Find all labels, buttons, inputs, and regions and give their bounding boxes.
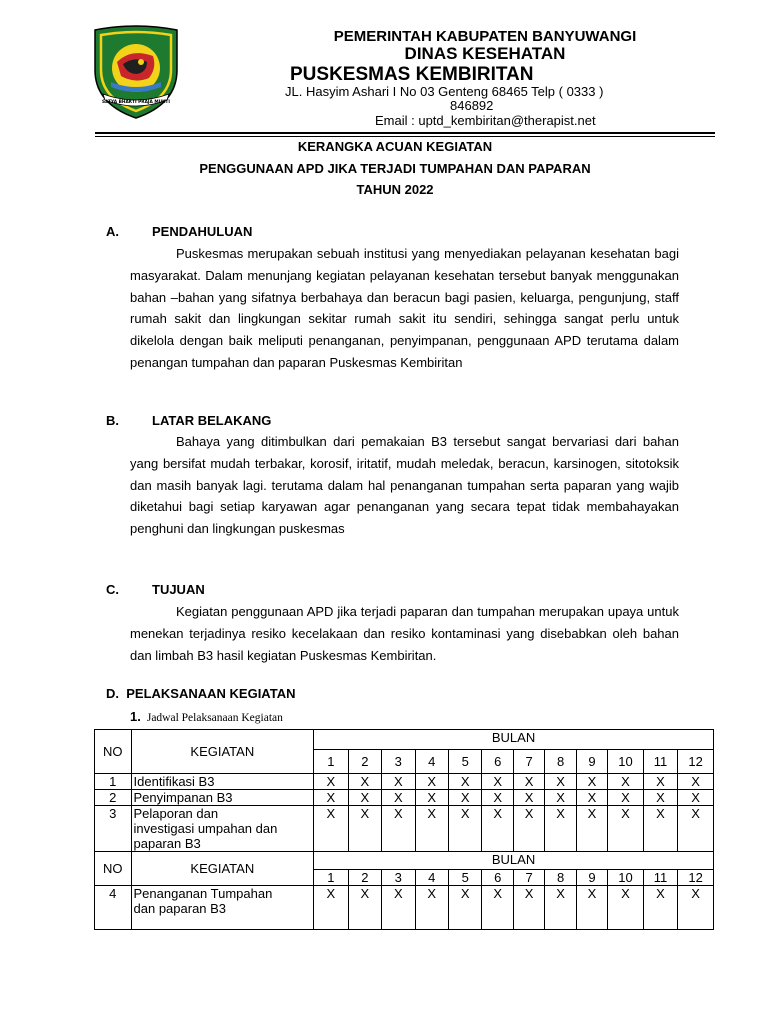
schedule-mark: X [415, 774, 448, 790]
schedule-mark: X [608, 806, 644, 852]
month-number: 2 [348, 870, 381, 886]
table-row [95, 886, 714, 930]
schedule-mark: X [576, 790, 607, 806]
month-number: 11 [643, 870, 677, 886]
activity-text-line-2: dan paparan B3 [133, 901, 227, 916]
row-number: 4 [95, 886, 132, 930]
section-b-title: LATAR BELAKANG [152, 413, 272, 428]
header-no: NO [95, 852, 132, 886]
section-a-letter: A. [106, 224, 119, 239]
schedule-mark: X [608, 790, 644, 806]
month-number: 6 [482, 870, 513, 886]
schedule-mark: X [545, 790, 576, 806]
month-number: 12 [678, 750, 714, 774]
email-contact: Email : uptd_kembiritan@therapist.net [375, 113, 596, 128]
month-number: 1 [314, 870, 348, 886]
schedule-mark: X [449, 790, 482, 806]
schedule-mark: X [576, 774, 607, 790]
activity-text: Penyimpanan B3 [133, 790, 233, 805]
schedule-mark: X [482, 790, 513, 806]
logo-ribbon-text: SATYA BHAKTI PRAJA MUKTI [102, 100, 170, 105]
month-number: 12 [678, 870, 714, 886]
schedule-mark: X [678, 774, 714, 790]
regency-emblem-logo [91, 24, 181, 120]
month-number: 9 [576, 750, 607, 774]
month-number: 5 [449, 870, 482, 886]
schedule-mark: X [513, 886, 544, 930]
schedule-mark: X [314, 886, 348, 930]
row-activity [131, 886, 314, 930]
activity-text: Identifikasi B3 [133, 774, 215, 789]
schedule-mark: X [348, 790, 381, 806]
month-number: 10 [608, 870, 644, 886]
month-number: 6 [482, 750, 513, 774]
schedule-mark: X [643, 886, 677, 930]
month-number: 4 [415, 750, 448, 774]
schedule-mark: X [382, 790, 415, 806]
schedule-mark: X [678, 886, 714, 930]
schedule-mark: X [415, 806, 448, 852]
schedule-mark: X [382, 774, 415, 790]
section-b-body: Bahaya yang ditimbulkan dari pemakaian B3 tersebut sangat bervariasi dari bahan yang bersifat mudah terbakar, korosif, iritatif, mudah meledak, beracun, karsinogen, sitotoksik dan masih banyak lagi. terutama dalam hal penanganan tumpahan serta paparan yang wajib diketahui bagi setiap karyawan agar penanganan yang secara tepat tidak membahayakan penghuni dan lingkungan puskesmas [130, 434, 679, 537]
header-no: NO [95, 730, 132, 774]
month-number: 8 [545, 870, 576, 886]
schedule-mark: X [576, 886, 607, 930]
month-number: 11 [643, 750, 677, 774]
schedule-mark: X [643, 774, 677, 790]
schedule-mark: X [482, 774, 513, 790]
month-number: 3 [382, 750, 415, 774]
schedule-subheading-number: 1. [130, 709, 141, 724]
address-line-1: JL. Hasyim Ashari I No 03 Genteng 68465 Telp ( 0333 ) [285, 84, 604, 99]
header-month: BULAN [314, 852, 714, 870]
schedule-mark: X [482, 806, 513, 852]
schedule-mark: X [545, 806, 576, 852]
table-header-row [95, 730, 714, 750]
schedule-mark: X [608, 886, 644, 930]
month-number: 7 [513, 870, 544, 886]
table-row [95, 806, 714, 852]
section-a-heading [106, 224, 252, 239]
schedule-mark: X [415, 790, 448, 806]
schedule-mark: X [513, 774, 544, 790]
section-d-letter: D. [106, 686, 119, 701]
month-number: 7 [513, 750, 544, 774]
schedule-mark: X [545, 774, 576, 790]
header-divider-thick [95, 132, 715, 134]
schedule-mark: X [314, 806, 348, 852]
schedule-mark: X [678, 790, 714, 806]
row-number: 3 [95, 806, 132, 852]
document-title-year: TAHUN 2022 [356, 182, 434, 197]
schedule-mark: X [608, 774, 644, 790]
schedule-mark: X [513, 790, 544, 806]
document-title-line-2: PENGGUNAAN APD JIKA TERJADI TUMPAHAN DAN PAPARAN [199, 161, 591, 176]
schedule-mark: X [643, 806, 677, 852]
row-activity [131, 774, 314, 790]
schedule-mark: X [576, 806, 607, 852]
section-a-paragraph [130, 243, 679, 374]
month-number: 1 [314, 750, 348, 774]
month-number: 8 [545, 750, 576, 774]
schedule-mark: X [449, 806, 482, 852]
schedule-mark: X [382, 806, 415, 852]
schedule-mark: X [513, 806, 544, 852]
section-c-paragraph [130, 601, 679, 666]
activity-text-line-3: paparan B3 [133, 836, 201, 851]
header-month: BULAN [314, 730, 714, 750]
schedule-mark: X [449, 886, 482, 930]
section-d-heading [106, 686, 295, 701]
table-header-row [95, 852, 714, 870]
schedule-table [94, 729, 714, 930]
schedule-mark: X [348, 886, 381, 930]
puskesmas-name: PUSKESMAS KEMBIRITAN [290, 64, 534, 85]
row-activity [131, 790, 314, 806]
month-number: 3 [382, 870, 415, 886]
schedule-mark: X [314, 790, 348, 806]
section-b-letter: B. [106, 413, 119, 428]
month-number: 10 [608, 750, 644, 774]
header-divider-thin [95, 136, 715, 137]
header-activity: KEGIATAN [131, 730, 314, 774]
schedule-mark: X [545, 886, 576, 930]
government-name: PEMERINTAH KABUPATEN BANYUWANGI [333, 28, 637, 45]
row-number: 2 [95, 790, 132, 806]
schedule-mark: X [449, 774, 482, 790]
schedule-mark: X [678, 806, 714, 852]
header-activity: KEGIATAN [131, 852, 314, 886]
schedule-mark: X [348, 774, 381, 790]
document-title-line-1: KERANGKA ACUAN KEGIATAN [297, 139, 493, 154]
month-number: 2 [348, 750, 381, 774]
section-c-letter: C. [106, 582, 119, 597]
activity-text-line-1: Penanganan Tumpahan [133, 886, 273, 901]
activity-text-line-2: investigasi umpahan dan [133, 821, 278, 836]
schedule-mark: X [382, 886, 415, 930]
month-number: 4 [415, 870, 448, 886]
schedule-mark: X [482, 886, 513, 930]
section-a-body: Puskesmas merupakan sebuah institusi yang menyediakan pelayanan kesehatan bagi masyarakat. Dalam menunjang kegiatan pelayanan kesehatan tersebut banyak menggunakan bahan –bahan yang sifatnya berbahaya dan beracun bagi pasien, keluarga, pengunjung, staff rumah sakit dan lingkungan sekitar rumah sakit itu sendiri, sehingga sangat perlu untuk dikelola dengan baik meliputi penanganan, penyimpanan, penggunaan APD terutama dalam penangan tumpahan dan paparan Puskesmas Kembiritan [130, 246, 679, 370]
schedule-mark: X [643, 790, 677, 806]
address-line-2: 846892 [450, 98, 494, 113]
section-c-body: Kegiatan penggunaan APD jika terjadi paparan dan tumpahan merupakan upaya untuk menekan terjadinya resiko kecelakaan dan resiko kontaminasi yang disebabkan oleh bahan dan limbah B3 hasil kegiatan Puskesmas Kembiritan. [130, 604, 679, 663]
schedule-mark: X [348, 806, 381, 852]
office-name: DINAS KESEHATAN [404, 44, 566, 63]
section-d-title: PELAKSANAAN KEGIATAN [126, 686, 296, 701]
schedule-subheading [130, 709, 283, 724]
schedule-mark: X [415, 886, 448, 930]
table-row [95, 774, 714, 790]
row-number: 1 [95, 774, 132, 790]
schedule-mark: X [314, 774, 348, 790]
section-b-heading [106, 413, 271, 428]
section-a-title: PENDAHULUAN [152, 224, 253, 239]
table-row [95, 790, 714, 806]
section-c-heading [106, 582, 205, 597]
section-c-title: TUJUAN [152, 582, 205, 597]
month-number: 9 [576, 870, 607, 886]
section-b-paragraph [130, 431, 679, 540]
activity-text-line-1: Pelaporan dan [133, 806, 219, 821]
schedule-subheading-title: Jadwal Pelaksanaan Kegiatan [146, 712, 283, 724]
row-activity [131, 806, 314, 852]
month-number: 5 [449, 750, 482, 774]
